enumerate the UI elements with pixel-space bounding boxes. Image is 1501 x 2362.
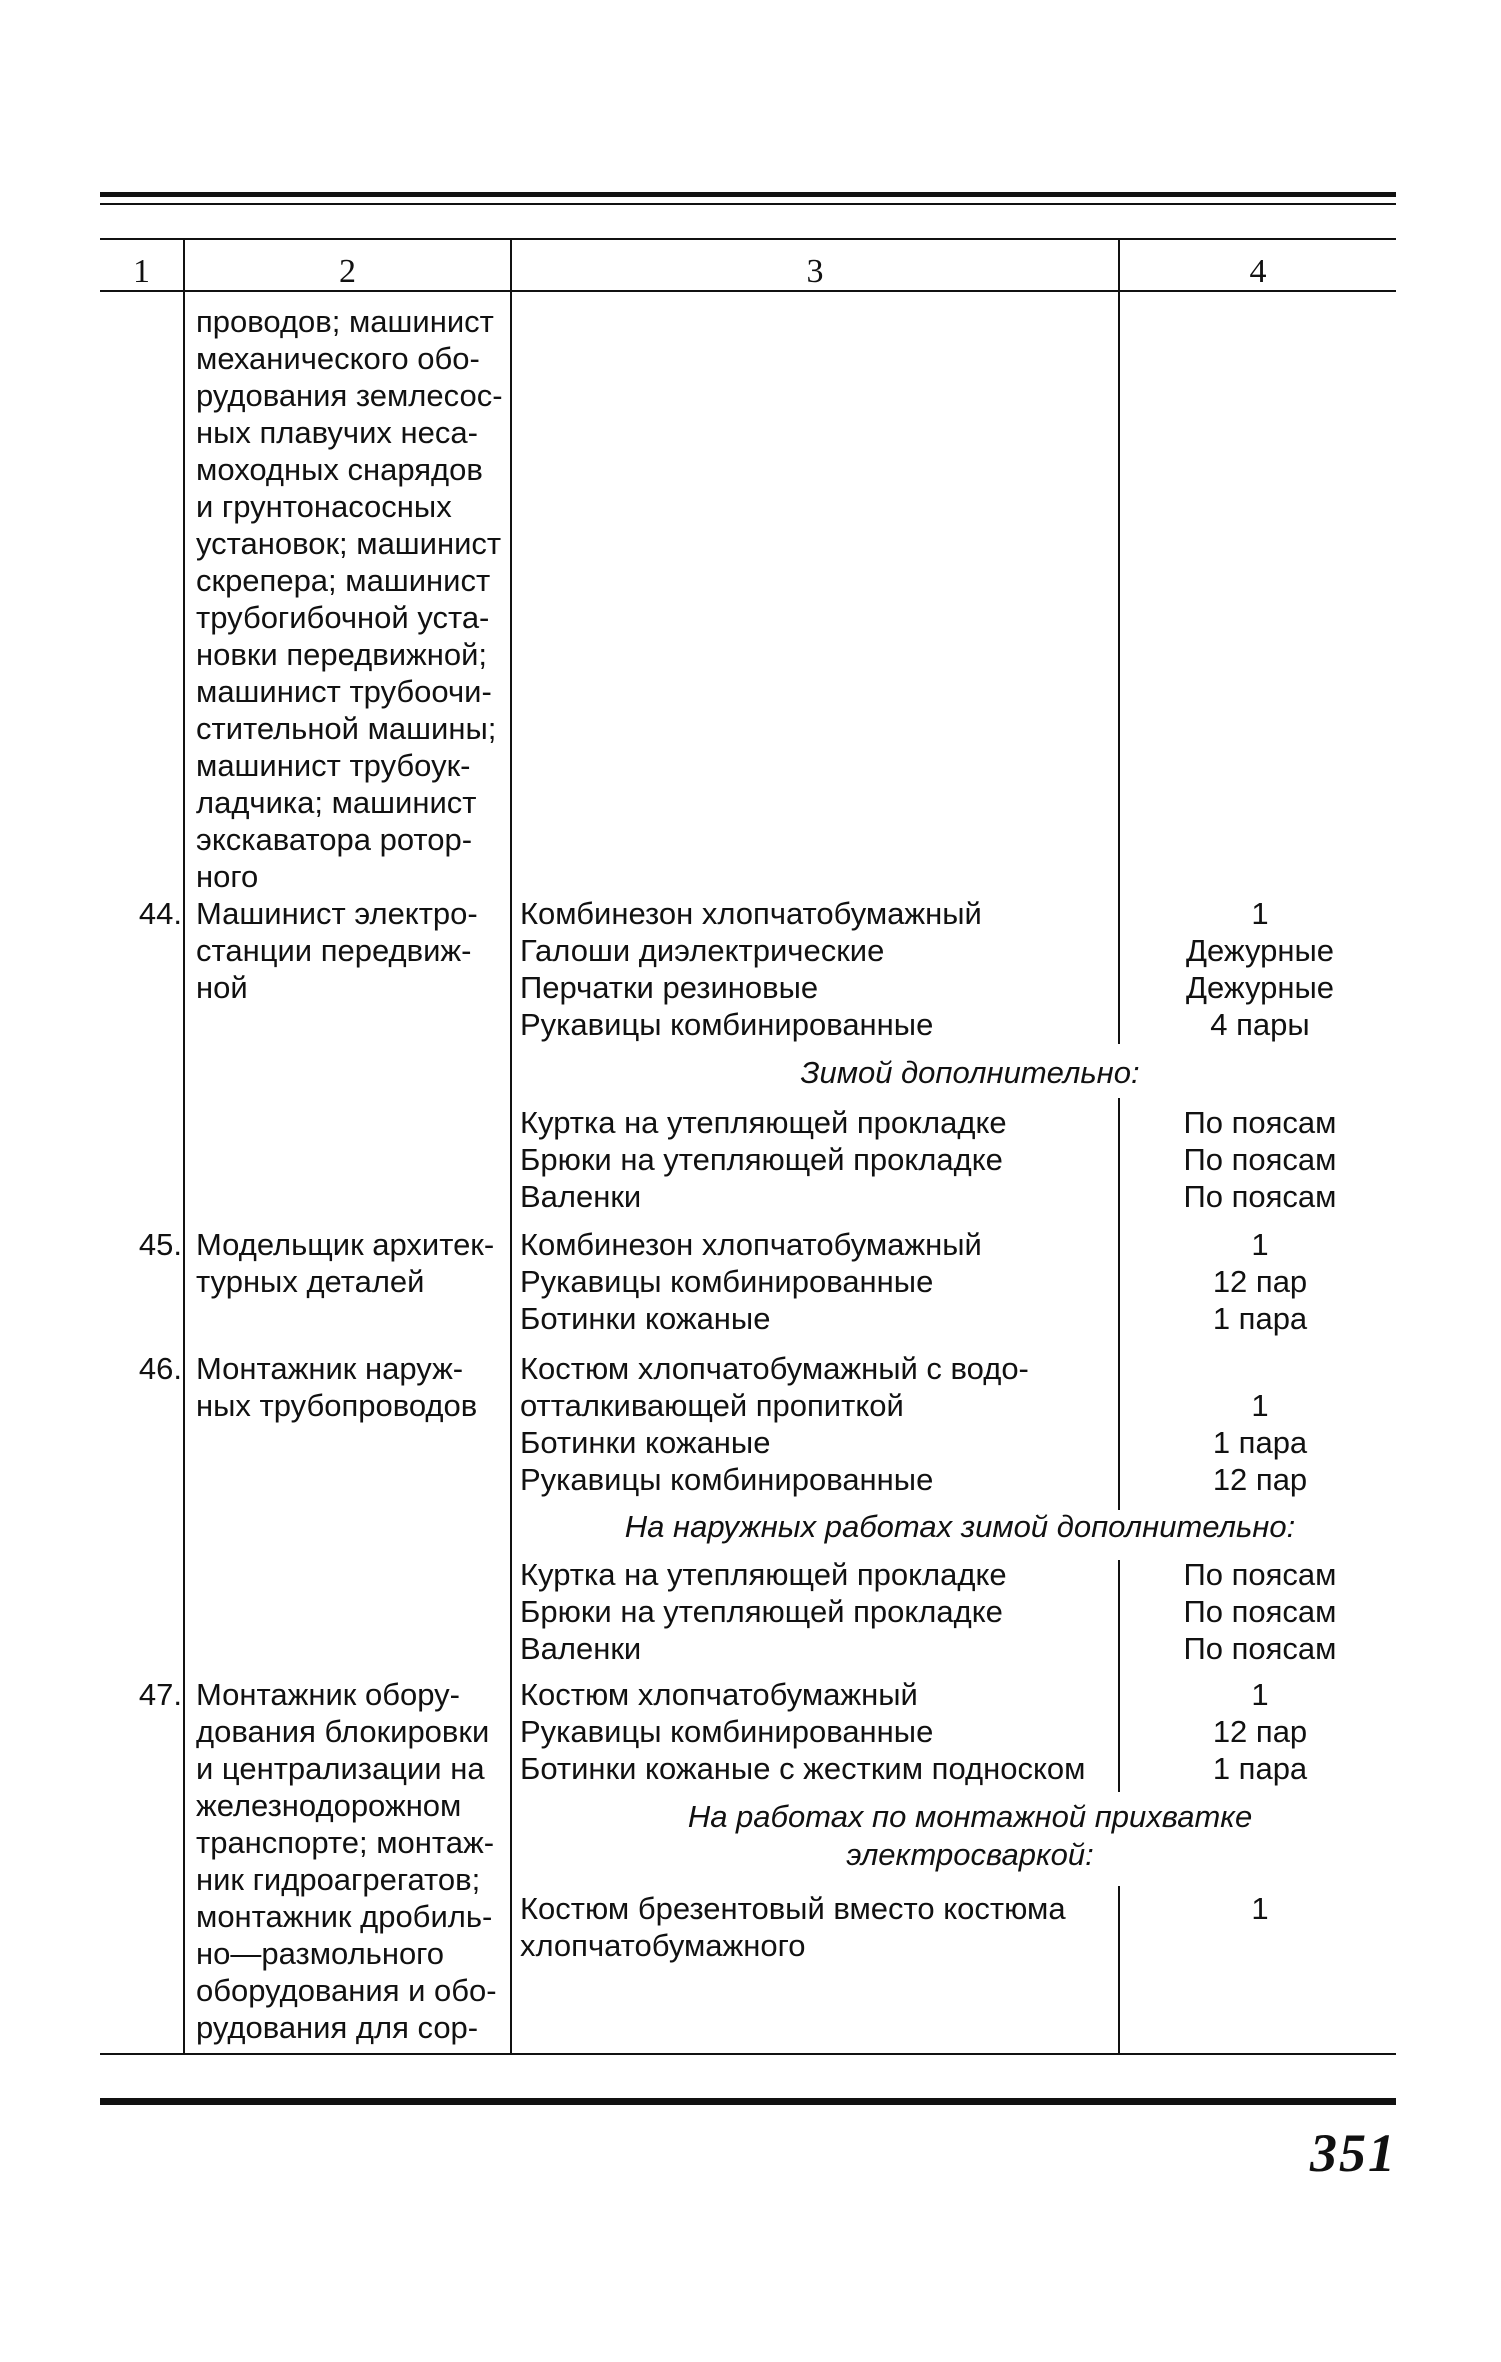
section-caption: Зимой дополнительно: (800, 1055, 1140, 1090)
item-qty: По поясам (1183, 1179, 1337, 1214)
item-name: Валенки (520, 1179, 642, 1214)
item-qty: По поясам (1183, 1594, 1337, 1629)
item-name: Ботинки кожаные (520, 1301, 771, 1336)
table-bottom-line (100, 2053, 1396, 2055)
col-divider-2 (510, 238, 512, 2055)
entry-occupation: Машинист электро- станции передвиж- ной (196, 896, 478, 1005)
item-name: Ботинки кожаные (520, 1425, 771, 1460)
item-name: Куртка на утепляющей прокладке (520, 1557, 1007, 1592)
entry-occupation: Монтажник наруж- ных трубопроводов (196, 1351, 478, 1423)
item-qty: 4 пары (1210, 1007, 1310, 1042)
item-name: Костюм хлопчатобумажный с водо- отталкивающей пропиткой (520, 1351, 1029, 1423)
header-col-2: 2 (339, 253, 356, 290)
entry-number: 44. (138, 896, 182, 931)
item-qty: По поясам (1183, 1142, 1337, 1177)
item-qty: 1 пара (1212, 1751, 1308, 1786)
item-name: Брюки на утепляющей прокладке (520, 1594, 1003, 1629)
item-qty: 12 пар (1212, 1714, 1308, 1749)
entry-occupation: Модельщик архитек- турных деталей (196, 1227, 495, 1299)
bottom-rule-thick (100, 2098, 1396, 2105)
item-qty: 1 (1251, 1891, 1269, 1926)
page-number: 351 (1310, 2123, 1397, 2183)
item-qty: Дежурные (1185, 970, 1334, 1005)
item-qty: 1 пара (1212, 1301, 1308, 1336)
item-qty: 1 пара (1212, 1425, 1308, 1460)
item-name: Костюм хлопчатобумажный (520, 1677, 918, 1712)
item-qty: По поясам (1183, 1631, 1337, 1666)
item-name: Ботинки кожаные с жестким подноском (520, 1751, 1086, 1786)
item-qty: 12 пар (1212, 1462, 1308, 1497)
item-name: Комбинезон хлопчатобумажный (520, 896, 982, 931)
item-name: Брюки на утепляющей прокладке (520, 1142, 1003, 1177)
item-qty: 1 (1251, 896, 1269, 931)
section-caption: На наружных работах зимой дополнительно: (624, 1509, 1296, 1544)
item-qty: По поясам (1183, 1105, 1337, 1140)
item-name: Рукавицы комбинированные (520, 1462, 934, 1497)
item-name: Галоши диэлектрические (520, 933, 885, 968)
header-col-4: 4 (1249, 253, 1267, 290)
item-name: Костюм брезентовый вместо костюма хлопчатобумажного (520, 1891, 1066, 1963)
header-col-1: 1 (133, 253, 150, 290)
item-name: Валенки (520, 1631, 642, 1666)
entry-number: 46. (138, 1351, 182, 1386)
item-qty: По поясам (1183, 1557, 1337, 1592)
section-caption: На работах по монтажной прихватке электросваркой: (687, 1799, 1253, 1872)
item-name: Рукавицы комбинированные (520, 1007, 934, 1042)
item-qty: 1 (1251, 1677, 1269, 1712)
entry-number: 47. (138, 1677, 182, 1712)
top-rule-thin (100, 203, 1396, 205)
header-col-3: 3 (806, 253, 824, 290)
item-qty: Дежурные (1185, 933, 1334, 968)
top-rule-thick (100, 192, 1396, 197)
entry-occupation: Монтажник обору- дования блокировки и централизации на железнодорожном транспорте; монтаж- ник гидроагрегатов; монтажник дробиль- но—размольного оборудования и обо- рудования для сор- (196, 1677, 497, 2045)
continuation-occupation: проводов; машинист механического обо- рудования землесос- ных плавучих неса- моходных снарядов и грунтонасосных установок; машинист скрепера; машинист трубогибочной уста- новки передвижной; машинист трубоочи- стительной машины; машинист трубоук- ладчика; машинист экскаватора ротор- ного (196, 304, 503, 894)
col-divider-1 (183, 238, 185, 2055)
header-top-line (100, 238, 1396, 240)
item-name: Куртка на утепляющей прокладке (520, 1105, 1007, 1140)
item-qty: 1 (1251, 1227, 1269, 1262)
item-name: Комбинезон хлопчатобумажный (520, 1227, 982, 1262)
entry-number: 45. (138, 1227, 182, 1262)
item-qty: 1 (1251, 1388, 1269, 1423)
item-qty: 12 пар (1212, 1264, 1308, 1299)
item-name: Рукавицы комбинированные (520, 1714, 934, 1749)
item-name: Рукавицы комбинированные (520, 1264, 934, 1299)
item-name: Перчатки резиновые (520, 970, 819, 1005)
